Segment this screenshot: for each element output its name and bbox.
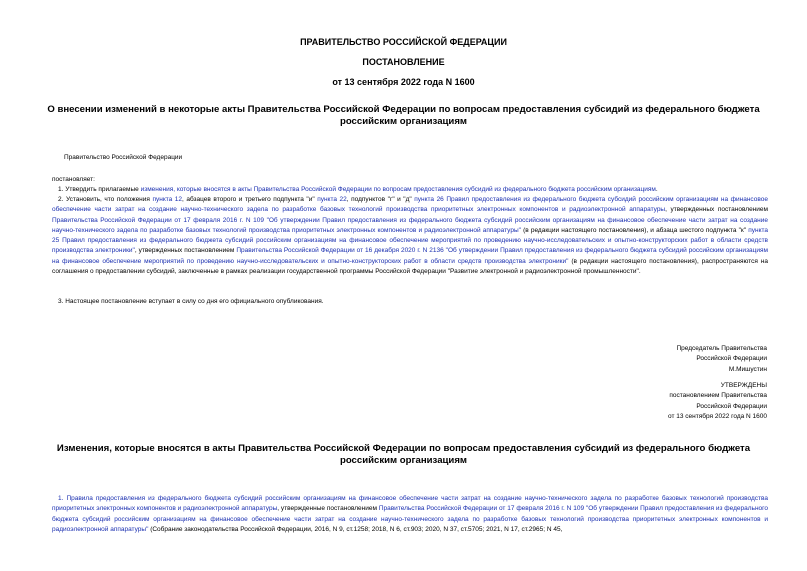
- changes-title: Изменения, которые вносятся в акты Правительства Российской Федерации по вопросам предоставления субсидий из федерального бюджета российским организациям: [56, 443, 751, 466]
- item-1: [52, 185, 768, 195]
- item-3-text: 3. Настоящее постановление вступает в силу со дня его официального опубликования.: [58, 298, 324, 305]
- item-2-link-3[interactable]: пункта 26 Правил предоставления из федерального бюджета субсидий российским организациям на финансовое обеспечение части затрат на создание научно-технического задела по разработке базовых технологий производства приоритетных электронных компонентов и радиоэлектронной аппаратуры: [52, 196, 768, 214]
- item-2-text-2: , абзацев второго и третьего подпункта "и": [182, 196, 318, 203]
- change-1-text-1: , утвержденные постановлением: [277, 505, 379, 513]
- approved-line-4: от 13 сентября 2022 года N 1600: [668, 412, 767, 420]
- item-2-text-3: , подпунктов "г" и "д": [346, 196, 415, 203]
- change-1: [52, 494, 768, 535]
- item-2-link-1[interactable]: пункта 12: [152, 196, 183, 203]
- item-1-suffix: .: [655, 186, 658, 193]
- item-2-text-1: 2. Установить, что положения: [58, 196, 153, 203]
- signature-line-1: Председатель Правительства: [676, 345, 767, 352]
- document-title: О внесении изменений в некоторые акты Правительства Российской Федерации по вопросам предоставления субсидий из федерального бюджета российским организациям: [47, 104, 760, 127]
- header-date-number: от 13 сентября 2022 года N 1600: [332, 77, 475, 87]
- item-1-prefix: 1. Утвердить прилагаемые: [58, 186, 141, 193]
- approved-line-3: Российской Федерации: [696, 402, 767, 410]
- change-1-text-2: (Собрание законодательства Российской Федерации, 2016, N 9, ст.1258; 2018, N 6, ст.903; 2020, N 37, ст.5705; 2021, N 17, ст.2965; N 45,: [148, 525, 563, 533]
- item-2-text-6: , утвержденных постановлением: [134, 247, 237, 255]
- item-2-text-4: , утвержденных постановлением: [665, 206, 768, 214]
- item-2-text-5: (в редакции настоящего постановления), и абзаца шестого подпункта "к": [520, 226, 749, 234]
- change-1-link-1[interactable]: 1. Правила предоставления из федерального бюджета субсидий российским организациям на финансовое обеспечение части затрат на создание научно-технического задела по разработке базовых технологий производства приоритетных электронных компонентов и радиоэлектронной аппаратуры: [52, 495, 768, 513]
- item-2-link-6[interactable]: Правительства Российской Федерации от 16 декабря 2020 г. N 2136 "Об утверждении Правил предоставления из федерального бюджета субсидий российским организациям на финансовое обеспечение мероприятий по проведению научно-исследовательских и опытно-конструкторских работ в области средств производства электроники": [52, 247, 769, 265]
- change-1-link-2[interactable]: Правительства Российской Федерации от 17 февраля 2016 г. N 109 "Об утверждении Правил предоставления из федерального бюджета субсидий российским организациям на финансовое обеспечение части затрат на создание научно-технического задела по разработке базовых технологий производства приоритетных электронных компонентов и радиоэлектронной аппаратуры": [52, 505, 768, 533]
- item-3: [52, 297, 768, 307]
- header-government: ПРАВИТЕЛЬСТВО РОССИЙСКОЙ ФЕДЕРАЦИИ: [300, 37, 507, 47]
- approved-block: [668, 381, 767, 422]
- header-doc-type: ПОСТАНОВЛЕНИЕ: [362, 57, 445, 67]
- approved-line-2: постановлением Правительства: [669, 392, 767, 400]
- signature-name: М.Мишустин: [728, 365, 767, 373]
- item-2-link-4[interactable]: Правительства Российской Федерации от 17 февраля 2016 г. N 109 "Об утверждении Правил предоставления из федерального бюджета субсидий российским организациям на финансовое обеспечение части затрат на создание научно-технического задела по разработке базовых технологий производства приоритетных электронных компонентов и радиоэлектронной аппаратуры": [52, 216, 768, 234]
- item-2: [52, 195, 768, 277]
- signature-block: [676, 344, 767, 375]
- item-2-link-5[interactable]: пункта 25 Правил предоставления из федерального бюджета субсидий российским организациям на финансовое обеспечение мероприятий по проведению научно-исследовательских и опытно-конструкторских работ в области средств производства электроники": [52, 226, 768, 255]
- item-1-link[interactable]: изменения, которые вносятся в акты Правительства Российской Федерации по вопросам предоставления субсидий из федерального бюджета российским организациям: [140, 186, 656, 193]
- approved-line-1: УТВЕРЖДЕНЫ: [720, 382, 767, 389]
- signature-line-2: Российской Федерации: [696, 355, 767, 363]
- preamble-decrees: постановляет:: [52, 176, 95, 183]
- item-2-link-2[interactable]: пункта 22: [317, 196, 347, 203]
- preamble-issuer: Правительство Российской Федерации: [64, 154, 183, 161]
- item-2-text-7: (в редакции настоящего постановления), распространяются на соглашения о предоставлении субсидий, заключенные в рамках реализации государственной программы Российской Федерации "Развитие электронной и радиоэлектронной промышленности".: [52, 257, 768, 276]
